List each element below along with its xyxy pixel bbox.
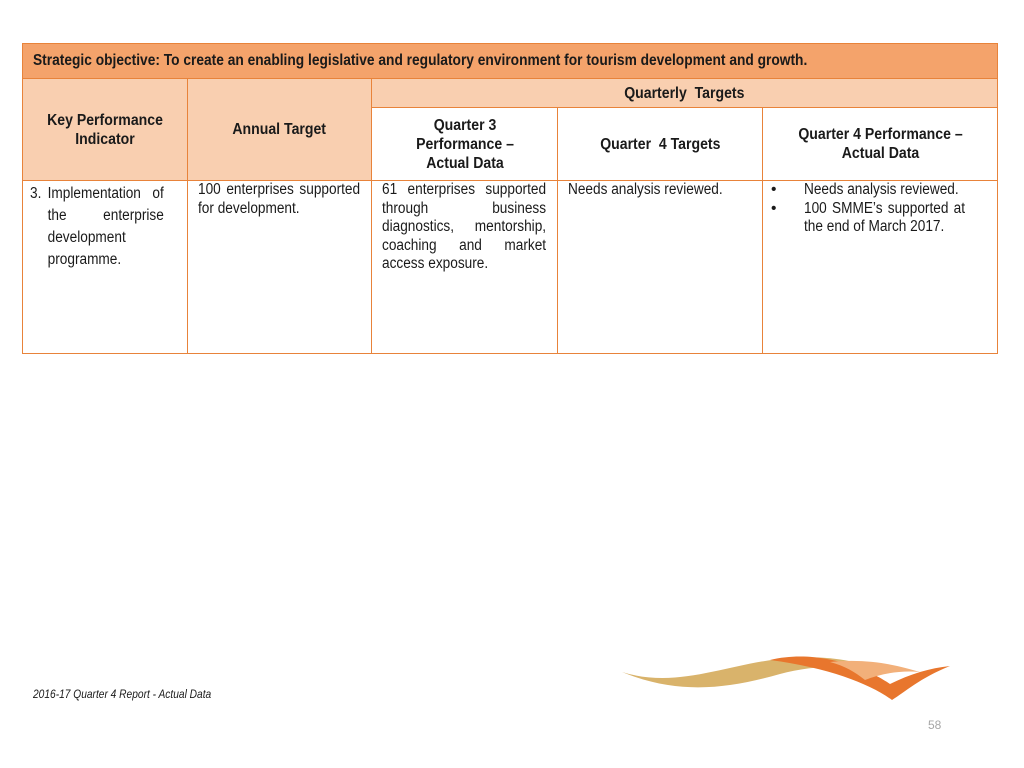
q4-targets-text: Needs analysis reviewed. [568,181,723,198]
cell-q3-performance [372,181,558,354]
cell-q4-performance [763,181,998,354]
header-quarterly-targets [372,79,998,108]
q4-performance-item: Needs analysis reviewed. [804,181,959,198]
annual-target-text: 100 enterprises supported for development. [198,181,361,217]
strategic-objective-header [23,44,998,79]
header-annual-target-label: Annual Target [232,121,327,138]
kpi-number: 3. [30,185,42,202]
strategic-objective-text: Strategic objective: To create an enabling legislative and regulatory environment for tourism development and growth. [33,52,808,69]
bullet-icon: • [771,181,777,198]
header-quarterly-targets-label: Quarterly Targets [624,84,745,102]
header-q3-performance [372,108,558,181]
list-item [771,181,987,200]
header-q4-performance [763,108,998,181]
cell-q4-targets [558,181,763,354]
performance-table [22,43,998,354]
bullet-icon: • [771,199,777,217]
q3-performance-text: 61 enterprises supported through business diagnostics, mentorship, coaching and market access exposure. [382,181,547,272]
footer-report-label: 2016-17 Quarter 4 Report - Actual Data [33,687,212,701]
q4-performance-item: 100 SMME’s supported at the end of March 2017. [804,199,966,235]
list-item [771,200,987,237]
cell-kpi [23,181,188,354]
table-row [23,181,998,354]
header-q4-targets [558,108,763,181]
header-q3-performance-label: Quarter 3 Performance – Actual Data [415,116,514,172]
page-number: 58 [928,718,942,732]
header-q4-performance-label: Quarter 4 Performance – Actual Data [797,126,963,162]
kpi-text: Implementation of the enterprise development programme. [47,185,164,268]
header-kpi [23,79,188,181]
header-annual-target [188,79,372,181]
header-kpi-label: Key Performance Indicator [47,111,163,148]
swoosh-logo-icon [620,650,955,702]
header-q4-targets-label: Quarter 4 Targets [599,135,721,153]
